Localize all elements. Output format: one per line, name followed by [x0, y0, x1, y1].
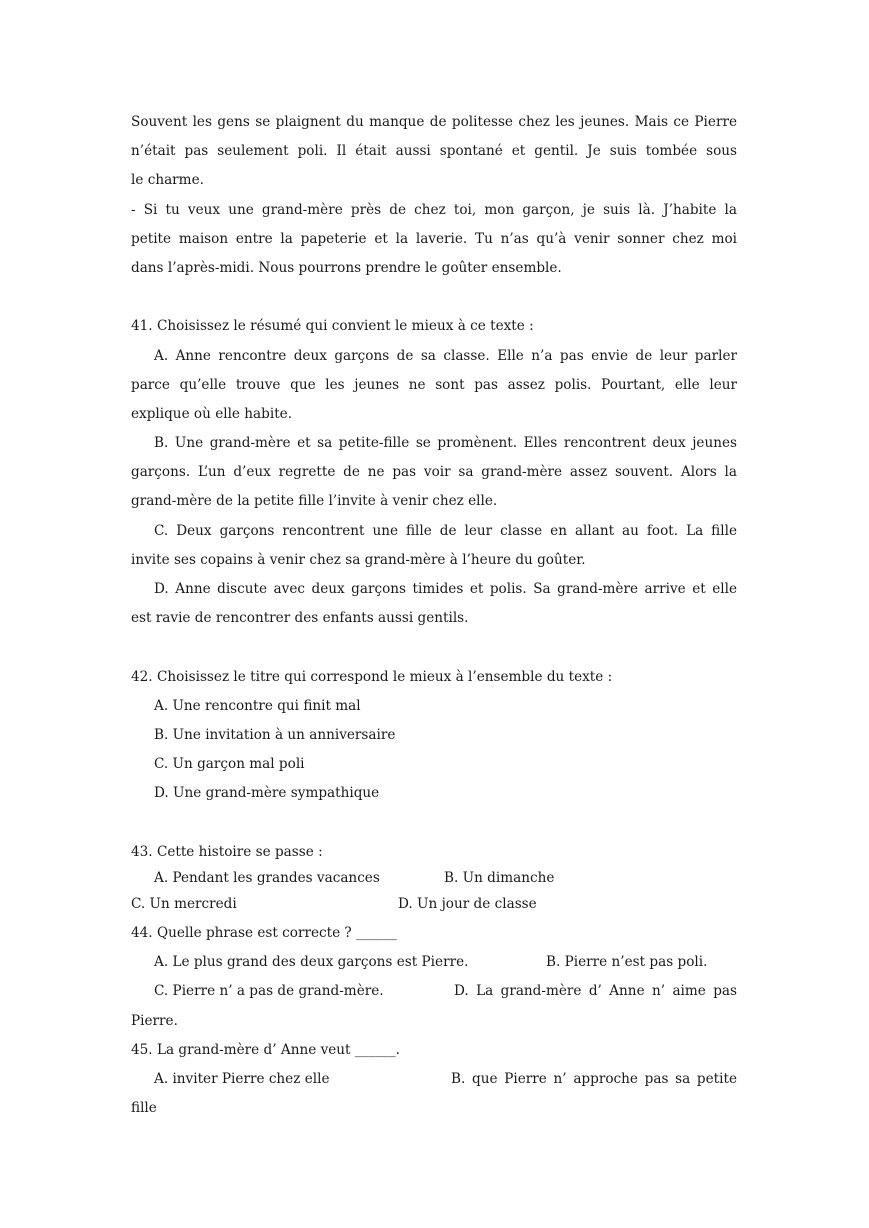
question-42-option-c[interactable]: C. Un garçon mal poli	[154, 756, 305, 773]
option-line: B. Une grand-mère et sa petite-fille se promènent. Elles rencontrent deux jeunes	[154, 435, 737, 452]
question-42-option-a[interactable]: A. Une rencontre qui finit mal	[154, 697, 361, 714]
option-line: D. Anne discute avec deux garçons timides et polis. Sa grand-mère arrive et elle	[154, 581, 737, 597]
question-44-option-b[interactable]: B. Pierre n’est pas poli.	[546, 954, 708, 971]
question-43-options-row-1	[131, 867, 737, 890]
option-line: explique où elle habite.	[131, 405, 293, 422]
question-41-option-c[interactable]	[131, 517, 737, 575]
question-41-text: 41. Choisissez le résumé qui convient le mieux à ce texte :	[131, 318, 534, 335]
option-line: invite ses copains à venir chez sa grand-mère à l’heure du goûter.	[131, 551, 586, 568]
question-44-option-d[interactable]: D. La grand-mère d’ Anne n’ aime pas	[454, 983, 737, 1000]
question-41-option-b[interactable]	[131, 429, 737, 517]
question-44-options-row-2	[131, 977, 737, 1006]
passage-line: Souvent les gens se plaignent du manque de politesse chez les jeunes. Mais ce Pierre	[131, 114, 737, 130]
question-44-option-a[interactable]: A. Le plus grand des deux garçons est Pierre.	[154, 954, 469, 971]
question-42-text: 42. Choisissez le titre qui correspond le mieux à l’ensemble du texte :	[131, 668, 613, 685]
question-43-options-row-2	[131, 890, 737, 919]
passage-line: petite maison entre la papeterie et la laverie. Tu n’as qu’à venir sonner chez moi	[131, 230, 737, 247]
question-42-option-d[interactable]: D. Une grand-mère sympathique	[154, 785, 380, 802]
question-44	[131, 919, 737, 1036]
passage-line: - Si tu veux une grand-mère près de chez toi, mon garçon, je suis là. J’habite la	[131, 201, 737, 218]
question-43-option-d[interactable]: D. Un jour de classe	[398, 895, 537, 912]
question-45	[131, 1036, 737, 1124]
question-43-option-b[interactable]: B. Un dimanche	[444, 869, 555, 886]
option-line: est ravie de rencontrer des enfants aussi gentils.	[131, 610, 469, 627]
question-41-option-d[interactable]	[131, 575, 737, 633]
question-43-text: 43. Cette histoire se passe :	[131, 843, 323, 860]
question-45-option-a[interactable]: A. inviter Pierre chez elle	[154, 1071, 330, 1087]
option-line: grand-mère de la petite fille l’invite à venir chez elle.	[131, 493, 498, 510]
question-43	[131, 838, 737, 919]
question-45-option-b-continued: fille	[131, 1100, 157, 1117]
question-44-options-row-1	[131, 948, 737, 977]
question-44-option-c[interactable]: C. Pierre n’ a pas de grand-mère.	[154, 983, 384, 1000]
question-44-text: 44. Quelle phrase est correcte ? ______	[131, 925, 397, 942]
reading-passage	[131, 108, 737, 1123]
question-43-option-a[interactable]: A. Pendant les grandes vacances	[154, 869, 380, 886]
question-43-option-c[interactable]: C. Un mercredi	[131, 895, 237, 912]
question-41	[131, 312, 737, 633]
question-42-option-b[interactable]: B. Une invitation à un anniversaire	[154, 726, 396, 743]
passage-line: le charme.	[131, 172, 204, 189]
question-45-text: 45. La grand-mère d’ Anne veut ______.	[131, 1041, 400, 1058]
question-44-option-d-continued: Pierre.	[131, 1012, 178, 1029]
passage-line: n’était pas seulement poli. Il était aussi spontané et gentil. Je suis tombée sous	[131, 143, 737, 160]
option-line: parce qu’elle trouve que les jeunes ne sont pas assez polis. Pourtant, elle leur	[131, 376, 737, 393]
option-line: A. Anne rencontre deux garçons de sa classe. Elle n’a pas envie de leur parler	[154, 347, 737, 364]
option-line: garçons. L’un d’eux regrette de ne pas voir sa grand-mère assez souvent. Alors la	[131, 464, 737, 481]
question-42	[131, 663, 737, 809]
question-45-options-row-1	[131, 1065, 737, 1094]
question-45-option-b[interactable]: B. que Pierre n’ approche pas sa petite	[451, 1071, 737, 1087]
option-line: C. Deux garçons rencontrent une fille de leur classe en allant au foot. La fille	[154, 522, 737, 539]
passage-line: dans l’après-midi. Nous pourrons prendre le goûter ensemble.	[131, 259, 562, 276]
question-41-option-a[interactable]	[131, 342, 737, 430]
